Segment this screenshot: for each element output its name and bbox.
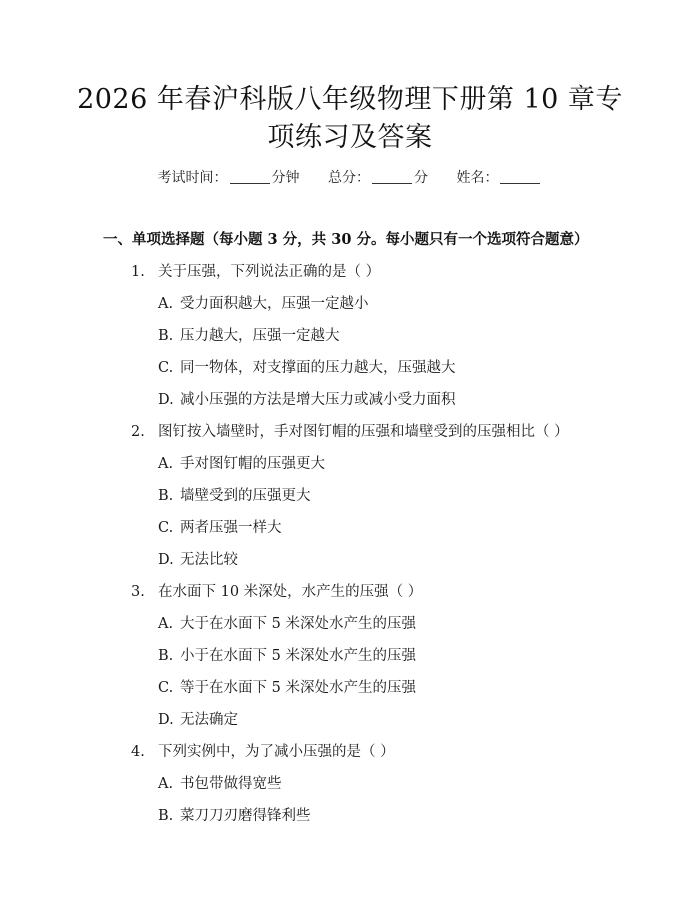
student-name-label: 姓名： [456,170,499,186]
option-text: 等于在水面下 5 米深处水产生的压强 [180,680,416,696]
question-1 [131,260,380,281]
option-text: 无法比较 [180,552,238,568]
option-text: 减小压强的方法是增大压力或减小受力面积 [180,392,456,408]
option-1a [158,292,369,313]
question-3 [131,580,422,601]
exam-time-unit: 分钟 [271,170,300,186]
option-text: 手对图钉帽的压强更大 [180,456,325,472]
option-3c [158,676,416,697]
option-letter: B. [158,328,174,344]
question-number: 2. [131,424,145,440]
option-text: 无法确定 [180,712,238,728]
option-letter: A. [158,296,174,312]
option-2a [158,452,325,473]
total-score-unit: 分 [414,170,428,186]
option-2d [158,548,238,569]
option-letter: C. [158,360,174,376]
option-letter: C. [158,520,174,536]
option-1c [158,356,456,377]
option-text: 同一物体，对支撑面的压力越大，压强越大 [180,360,456,376]
question-2 [131,420,569,441]
student-name-field [456,167,542,187]
total-score-blank [372,169,412,184]
question-number: 4. [131,744,145,760]
option-letter: A. [158,456,174,472]
question-number: 1. [131,264,145,280]
exam-time-label: 考试时间： [157,170,228,186]
option-text: 书包带做得宽些 [180,776,282,792]
option-letter: B. [158,648,174,664]
exam-time-field [158,167,300,187]
option-4a [158,772,282,793]
option-text: 压力越大，压强一定越大 [180,328,340,344]
option-3b [158,644,416,665]
document-title-line-2: 项练习及答案 [267,122,433,153]
option-1d [158,388,456,409]
question-4 [131,740,395,761]
option-letter: A. [158,776,174,792]
option-text: 大于在水面下 5 米深处水产生的压强 [180,616,416,632]
question-text: 关于压强，下列说法正确的是（ ） [158,264,381,280]
question-text: 在水面下 10 米深处，水产生的压强（ ） [158,584,423,600]
option-4b [158,804,311,825]
option-3a [158,612,416,633]
question-text: 图钉按入墙壁时，手对图钉帽的压强和墙壁受到的压强相比（ ） [158,424,569,440]
option-letter: C. [158,680,174,696]
option-text: 两者压强一样大 [180,520,282,536]
question-text: 下列实例中，为了减小压强的是（ ） [158,744,395,760]
option-letter: A. [158,616,174,632]
document-title-line-1: 2026 年春沪科版八年级物理下册第 10 章专 [77,84,623,115]
option-letter: D. [158,712,174,728]
option-letter: D. [158,392,174,408]
section-heading-single-choice: 一、单项选择题（每小题 3 分，共 30 分。每小题只有一个选项符合题意） [103,231,589,248]
option-2b [158,484,311,505]
question-number: 3. [131,584,145,600]
option-letter: B. [158,808,174,824]
total-score-field [328,167,428,187]
total-score-label: 总分： [328,170,370,186]
option-1b [158,324,340,345]
student-name-blank [500,169,540,184]
option-text: 墙壁受到的压强更大 [180,488,311,504]
option-text: 受力面积越大，压强一定越小 [180,296,369,312]
option-text: 小于在水面下 5 米深处水产生的压强 [180,648,416,664]
option-3d [158,708,238,729]
option-2c [158,516,282,537]
option-text: 菜刀刀刃磨得锋利些 [180,808,311,824]
option-letter: D. [158,552,174,568]
option-letter: B. [158,488,174,504]
exam-time-blank [230,169,270,184]
exam-meta-line [0,167,700,187]
